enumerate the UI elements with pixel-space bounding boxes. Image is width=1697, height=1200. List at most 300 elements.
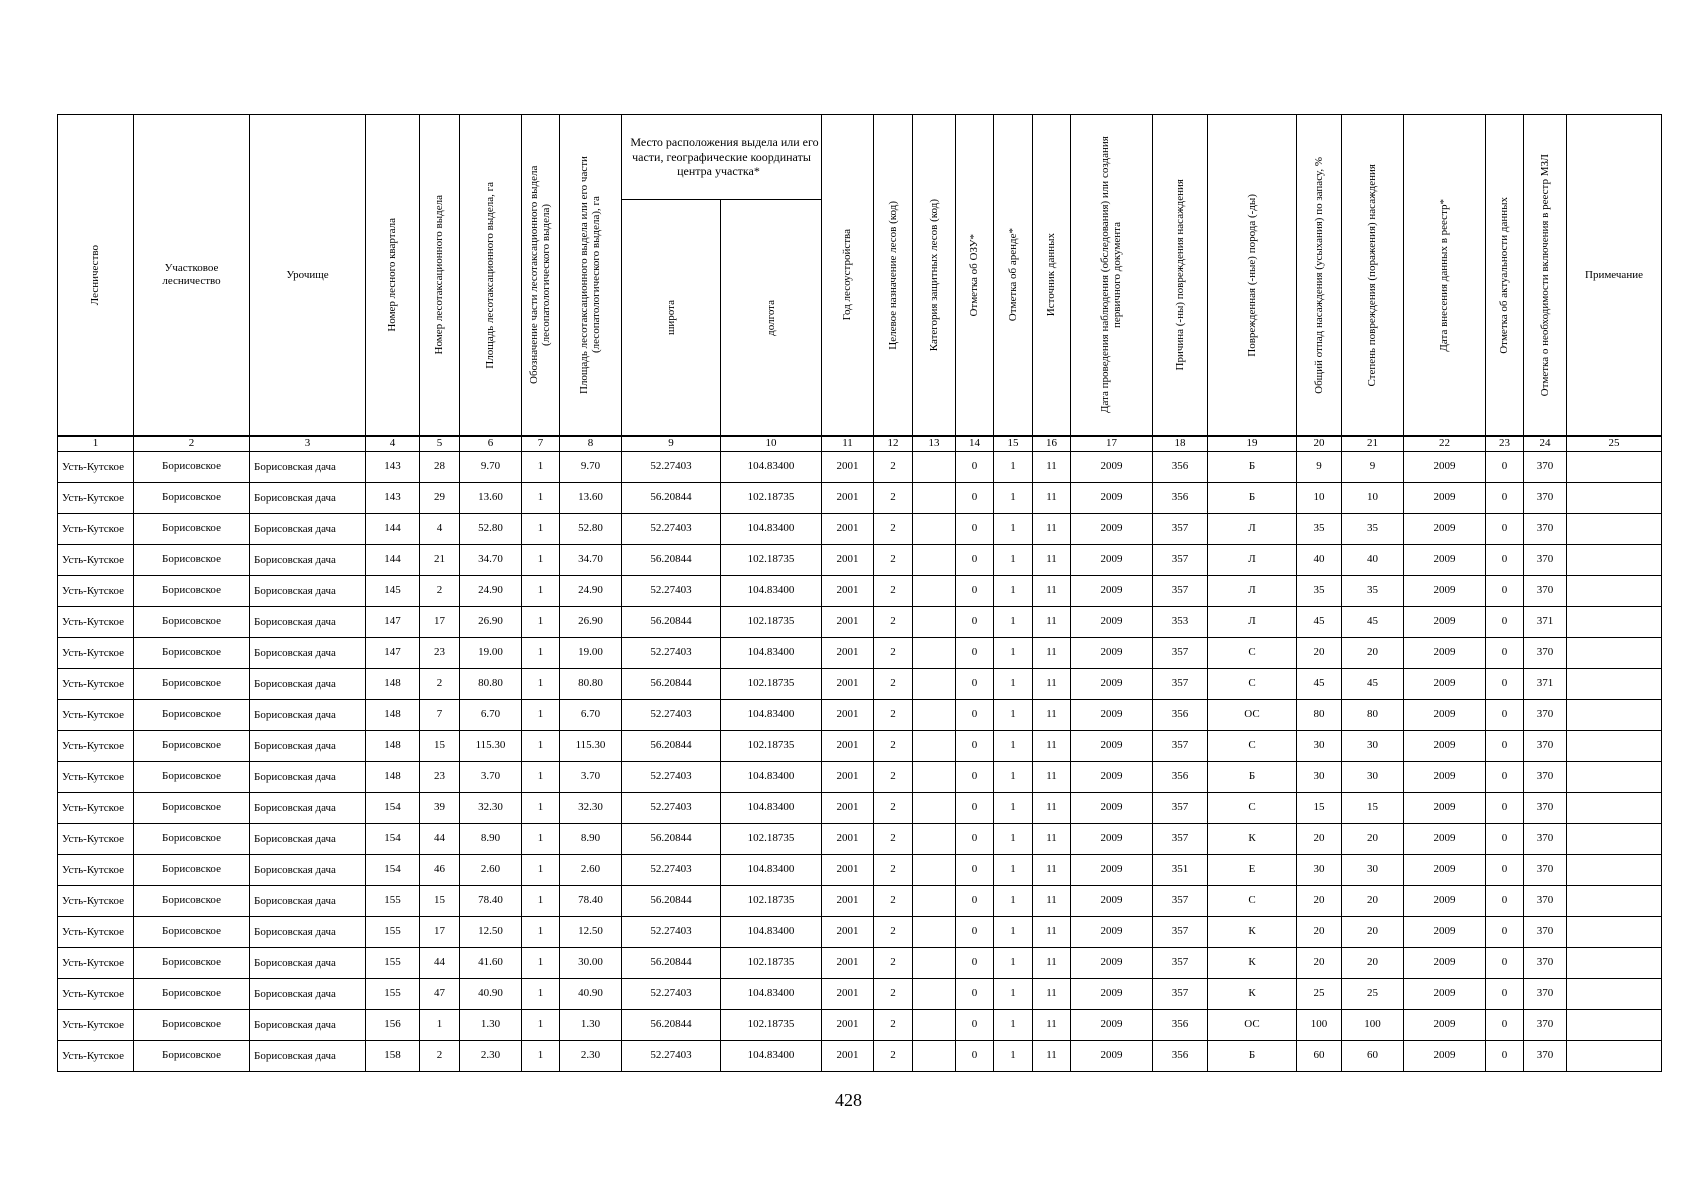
table-cell: 370 [1524,514,1567,545]
header-inventory-year: Год лесоустройства [822,115,874,437]
table-cell: 154 [366,793,420,824]
table-cell: 2.30 [460,1041,522,1072]
table-cell: 2 [874,731,913,762]
table-cell: 356 [1153,700,1208,731]
table-cell: 2009 [1071,979,1153,1010]
table-cell: Усть-Кутское [58,483,134,514]
table-cell: Борисовская дача [250,948,366,979]
table-cell: Усть-Кутское [58,607,134,638]
table-cell: С [1208,886,1297,917]
table-cell [913,979,956,1010]
table-cell: 40 [1297,545,1342,576]
table-cell: Борисовское [134,917,250,948]
table-cell: Борисовская дача [250,731,366,762]
column-number: 20 [1297,436,1342,452]
table-cell: Борисовская дача [250,979,366,1010]
table-cell: 26.90 [460,607,522,638]
table-cell: Б [1208,452,1297,483]
table-cell: 11 [1033,855,1071,886]
table-cell [1567,917,1662,948]
table-cell: 1 [994,576,1033,607]
table-cell [1567,762,1662,793]
table-cell: Борисовское [134,545,250,576]
table-cell: 56.20844 [622,731,721,762]
table-cell: Усть-Кутское [58,669,134,700]
table-cell: 2001 [822,514,874,545]
table-row [58,762,1662,793]
table-cell: 11 [1033,886,1071,917]
table-cell: 2 [874,514,913,545]
table-cell: 78.40 [460,886,522,917]
table-cell: 15 [420,886,460,917]
table-cell: Усть-Кутское [58,452,134,483]
table-cell: 9.70 [560,452,622,483]
table-cell: 154 [366,855,420,886]
table-cell: 19.00 [460,638,522,669]
table-cell: 0 [1486,731,1524,762]
table-cell: 104.83400 [721,762,822,793]
table-cell: 0 [956,1041,994,1072]
table-cell: 102.18735 [721,824,822,855]
table-cell: Борисовское [134,762,250,793]
table-cell: Усть-Кутское [58,1041,134,1072]
table-cell: 30.00 [560,948,622,979]
table-cell: 102.18735 [721,483,822,514]
table-cell: 370 [1524,793,1567,824]
table-cell: 80 [1297,700,1342,731]
table-cell: 40.90 [560,979,622,1010]
table-cell: 1 [994,545,1033,576]
table-cell: 0 [956,948,994,979]
table-cell: 17 [420,607,460,638]
table-cell: 2001 [822,917,874,948]
table-cell: 45 [1342,669,1404,700]
table-cell: 2001 [822,793,874,824]
table-cell: 2 [874,1010,913,1041]
header-ozu-mark: Отметка об ОЗУ* [956,115,994,437]
header-tract: Урочище [250,115,366,437]
table-row [58,576,1662,607]
table-row [58,917,1662,948]
table-cell: 2001 [822,576,874,607]
column-number: 24 [1524,436,1567,452]
table-cell: 1 [522,669,560,700]
table-cell: 11 [1033,1010,1071,1041]
table-cell: 155 [366,979,420,1010]
table-cell: 2009 [1071,1010,1153,1041]
table-cell: 1 [994,762,1033,793]
table-row [58,855,1662,886]
table-cell: 25 [1297,979,1342,1010]
column-number: 15 [994,436,1033,452]
table-cell: 56.20844 [622,545,721,576]
table-cell: 0 [1486,638,1524,669]
table-cell: 2009 [1404,1010,1486,1041]
table-cell: 29 [420,483,460,514]
table-cell: 370 [1524,1041,1567,1072]
table-cell: 0 [956,545,994,576]
table-cell [1567,607,1662,638]
table-cell: 143 [366,483,420,514]
table-cell: 30 [1297,731,1342,762]
table-cell: 1 [522,514,560,545]
table-cell: 2009 [1404,1041,1486,1072]
table-cell: 30 [1342,731,1404,762]
table-cell: Борисовское [134,452,250,483]
header-plot-number: Номер лесотаксационного выдела [420,115,460,437]
table-cell: 356 [1153,483,1208,514]
table-cell: 2009 [1404,948,1486,979]
table-cell: 102.18735 [721,1010,822,1041]
table-cell [913,514,956,545]
table-cell: К [1208,917,1297,948]
table-cell: 52.27403 [622,576,721,607]
table-cell: ОС [1208,1010,1297,1041]
table-cell: 155 [366,886,420,917]
table-cell: 357 [1153,576,1208,607]
table-cell: Усть-Кутское [58,762,134,793]
table-cell: 1 [522,483,560,514]
table-cell: 35 [1297,514,1342,545]
table-cell: 2009 [1071,576,1153,607]
table-cell: 20 [1342,638,1404,669]
table-cell: 357 [1153,948,1208,979]
table-cell: 1 [994,1041,1033,1072]
table-cell: 2009 [1071,607,1153,638]
table-cell: 2001 [822,452,874,483]
table-cell: 56.20844 [622,1010,721,1041]
table-cell: 357 [1153,886,1208,917]
table-cell: 34.70 [560,545,622,576]
table-cell: 0 [1486,1010,1524,1041]
table-cell: 1 [994,855,1033,886]
table-cell: 9 [1297,452,1342,483]
table-cell: 47 [420,979,460,1010]
table-cell: 2009 [1404,669,1486,700]
table-cell: 52.27403 [622,917,721,948]
header-damage-degree: Степень повреждения (поражения) насаждения [1342,115,1404,437]
table-cell: 35 [1297,576,1342,607]
table-cell: 0 [956,576,994,607]
table-cell: 2.60 [460,855,522,886]
table-cell: Борисовская дача [250,700,366,731]
table-cell: 1 [420,1010,460,1041]
table-cell: 4 [420,514,460,545]
table-cell: 357 [1153,638,1208,669]
table-cell: 2009 [1071,917,1153,948]
table-cell: 1 [994,793,1033,824]
table-cell: 356 [1153,1010,1208,1041]
table-cell: 2001 [822,855,874,886]
table-cell: 144 [366,545,420,576]
table-cell: 356 [1153,452,1208,483]
table-cell [913,917,956,948]
table-cell: 13.60 [560,483,622,514]
table-cell: 2009 [1071,483,1153,514]
table-cell: 370 [1524,855,1567,886]
table-cell: 56.20844 [622,824,721,855]
table-cell: 1 [994,483,1033,514]
table-cell: 15 [1342,793,1404,824]
header-mzl-mark: Отметка о необходимости включения в реестр МЗЛ [1524,115,1567,437]
table-cell: 17 [420,917,460,948]
table-cell: 144 [366,514,420,545]
table-cell: 34.70 [460,545,522,576]
table-cell: 0 [1486,483,1524,514]
table-cell: 370 [1524,917,1567,948]
table-cell: 357 [1153,731,1208,762]
table-cell: 0 [956,762,994,793]
table-cell: 20 [1297,886,1342,917]
column-number: 23 [1486,436,1524,452]
table-cell: 2001 [822,700,874,731]
table-row [58,1041,1662,1072]
table-cell: 6.70 [560,700,622,731]
table-cell: 1 [522,1010,560,1041]
table-cell: 1 [522,793,560,824]
table-cell: Борисовское [134,886,250,917]
column-number: 8 [560,436,622,452]
header-location-group: Место расположения выдела или его части, географические координаты центра участка* [622,115,822,200]
table-cell: 1 [522,545,560,576]
table-cell: 2 [874,855,913,886]
table-cell [913,483,956,514]
table-cell: 1 [994,452,1033,483]
table-cell: 30 [1342,855,1404,886]
table-cell: 2001 [822,886,874,917]
column-number: 1 [58,436,134,452]
table-cell [1567,948,1662,979]
column-number: 25 [1567,436,1662,452]
table-cell: 56.20844 [622,669,721,700]
table-cell: 19.00 [560,638,622,669]
table-cell [913,1010,956,1041]
table-cell: 0 [956,638,994,669]
forest-damage-register-table [57,114,1662,1072]
table-cell: 357 [1153,979,1208,1010]
table-cell: Борисовская дача [250,793,366,824]
header-note: Примечание [1567,115,1662,437]
table-cell: Борисовское [134,793,250,824]
table-cell: 1 [994,700,1033,731]
table-cell: Борисовская дача [250,545,366,576]
table-cell: 2 [874,824,913,855]
table-cell: 11 [1033,948,1071,979]
table-cell: 2009 [1404,855,1486,886]
table-row [58,638,1662,669]
column-number: 6 [460,436,522,452]
table-cell: Борисовское [134,731,250,762]
table-cell: Л [1208,576,1297,607]
table-cell [1567,1041,1662,1072]
table-row [58,886,1662,917]
table-cell: 2 [420,669,460,700]
table-cell: 0 [1486,762,1524,793]
table-cell: 2009 [1404,979,1486,1010]
table-cell: 2009 [1404,700,1486,731]
table-cell: 102.18735 [721,886,822,917]
table-cell: Усть-Кутское [58,1010,134,1041]
table-cell: 52.80 [460,514,522,545]
table-cell: 35 [1342,514,1404,545]
table-cell: Усть-Кутское [58,886,134,917]
table-row [58,979,1662,1010]
table-cell: 2009 [1404,762,1486,793]
table-cell: Усть-Кутское [58,979,134,1010]
table-cell: 2009 [1071,545,1153,576]
table-cell: 0 [956,669,994,700]
table-cell: 2001 [822,762,874,793]
table-cell [1567,1010,1662,1041]
table-cell: 56.20844 [622,483,721,514]
table-cell: 13.60 [460,483,522,514]
table-cell: 11 [1033,483,1071,514]
table-cell: 20 [1342,824,1404,855]
table-cell: 370 [1524,452,1567,483]
table-cell: С [1208,669,1297,700]
table-cell: 20 [1342,886,1404,917]
table-cell: 52.27403 [622,1041,721,1072]
table-cell: 8.90 [460,824,522,855]
table-row [58,948,1662,979]
header-protection-category: Категория защитных лесов (код) [913,115,956,437]
table-cell: 370 [1524,948,1567,979]
table-cell: 80 [1342,700,1404,731]
table-cell [1567,638,1662,669]
table-row [58,514,1662,545]
table-cell: 11 [1033,731,1071,762]
table-cell: 2001 [822,824,874,855]
column-number: 17 [1071,436,1153,452]
table-cell [1567,452,1662,483]
table-cell: 370 [1524,576,1567,607]
column-number: 11 [822,436,874,452]
table-cell: 11 [1033,545,1071,576]
table-cell: 2 [874,979,913,1010]
table-cell: 2 [874,886,913,917]
column-number: 21 [1342,436,1404,452]
table-cell: 20 [1342,917,1404,948]
table-cell: 1.30 [460,1010,522,1041]
table-cell [1567,824,1662,855]
table-cell: 11 [1033,669,1071,700]
table-cell [913,948,956,979]
table-cell: 2001 [822,979,874,1010]
table-cell: 356 [1153,1041,1208,1072]
table-cell: 357 [1153,545,1208,576]
table-cell: 0 [1486,669,1524,700]
table-cell: ОС [1208,700,1297,731]
table-cell [913,545,956,576]
table-cell: 2 [874,638,913,669]
table-cell: 2 [874,669,913,700]
table-row [58,700,1662,731]
table-cell: 1 [994,1010,1033,1041]
table-cell: 2009 [1404,483,1486,514]
table-cell: 158 [366,1041,420,1072]
table-cell: 0 [1486,948,1524,979]
table-cell: 102.18735 [721,948,822,979]
table-cell: 2009 [1071,731,1153,762]
table-cell: 11 [1033,576,1071,607]
table-cell: 0 [956,731,994,762]
table-cell: 371 [1524,669,1567,700]
table-row [58,1010,1662,1041]
table-cell: 2009 [1071,886,1153,917]
column-number: 10 [721,436,822,452]
column-number: 5 [420,436,460,452]
column-number: 4 [366,436,420,452]
table-cell: 44 [420,824,460,855]
table-cell: 45 [1297,669,1342,700]
table-cell: 0 [956,793,994,824]
table-header [58,115,1662,452]
table-cell: Борисовское [134,576,250,607]
table-cell: 2009 [1404,607,1486,638]
table-cell: 52.27403 [622,793,721,824]
column-number: 13 [913,436,956,452]
table-cell: 0 [1486,917,1524,948]
table-cell: 1 [994,731,1033,762]
table-cell [1567,855,1662,886]
table-cell: 2009 [1404,514,1486,545]
header-latitude: широта [622,200,721,437]
column-number: 9 [622,436,721,452]
table-cell: 2 [874,948,913,979]
table-cell: 104.83400 [721,576,822,607]
table-cell: 2001 [822,948,874,979]
table-cell: 2009 [1071,948,1153,979]
table-cell: Усть-Кутское [58,545,134,576]
table-cell: 104.83400 [721,638,822,669]
table-cell: Борисовское [134,669,250,700]
table-cell: 0 [956,824,994,855]
table-cell: Борисовское [134,638,250,669]
table-cell: 0 [956,917,994,948]
column-number: 2 [134,436,250,452]
table-cell: Усть-Кутское [58,514,134,545]
table-cell: 370 [1524,638,1567,669]
table-cell: 2009 [1404,452,1486,483]
table-cell: 24.90 [560,576,622,607]
table-cell: 2009 [1071,824,1153,855]
table-cell: Е [1208,855,1297,886]
table-cell: 0 [1486,886,1524,917]
table-cell: Борисовская дача [250,452,366,483]
table-cell [913,855,956,886]
header-part-area: Площадь лесотаксационного выдела или его части (лесопатологического выдела), га [560,115,622,437]
page-number: 428 [835,1090,862,1110]
table-cell: 2 [874,545,913,576]
header-relevance-mark: Отметка об актуальности данных [1486,115,1524,437]
table-cell: 370 [1524,886,1567,917]
table-cell: 0 [1486,452,1524,483]
column-number-row [58,436,1662,452]
table-cell: 2009 [1404,793,1486,824]
table-cell: 147 [366,607,420,638]
table-cell [1567,979,1662,1010]
table-cell: 15 [420,731,460,762]
table-row [58,545,1662,576]
table-cell: Л [1208,545,1297,576]
table-cell: 1 [522,886,560,917]
table-cell: 80.80 [560,669,622,700]
table-cell: 0 [1486,855,1524,886]
column-number: 3 [250,436,366,452]
table-cell: Борисовское [134,948,250,979]
table-cell [1567,545,1662,576]
table-cell: 1 [994,979,1033,1010]
